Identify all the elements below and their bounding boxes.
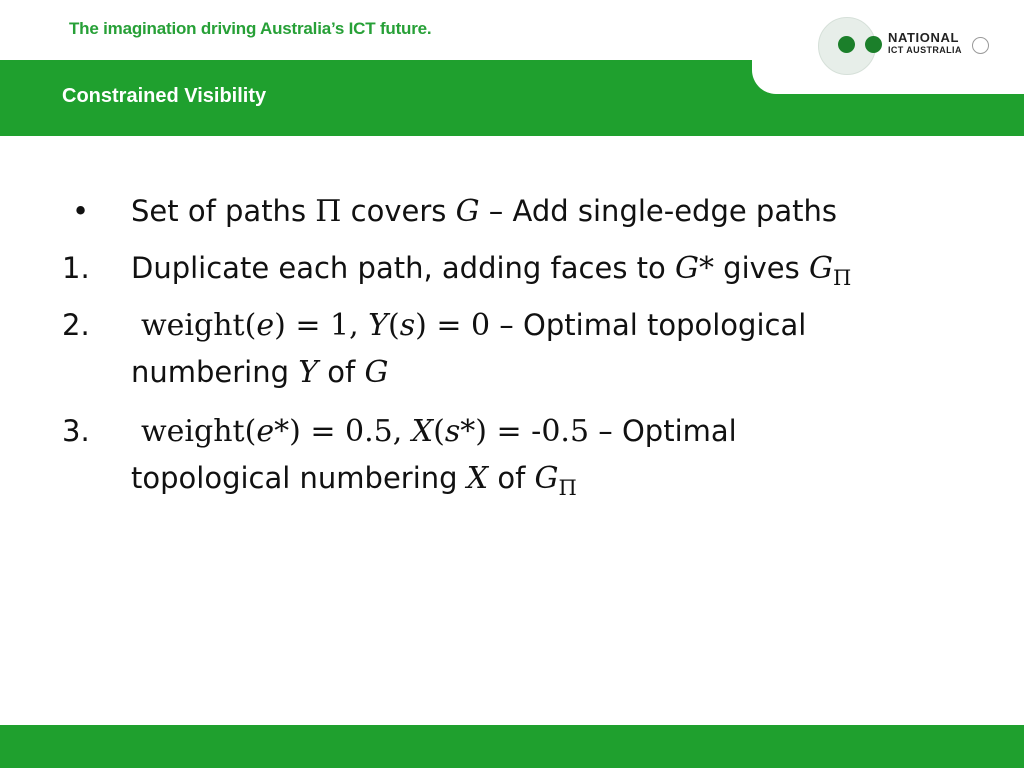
list-item-text <box>131 408 991 511</box>
math-text: , <box>349 308 369 343</box>
text-run: gives <box>713 251 809 285</box>
text-run: – Optimal topological <box>490 308 807 342</box>
text-run: topological numbering <box>131 461 467 495</box>
math-symbol: X <box>411 414 434 449</box>
math-text: , <box>392 414 412 449</box>
math-text: weight( <box>141 308 257 343</box>
list-item-text <box>131 245 991 301</box>
slide-title: Constrained Visibility <box>62 85 267 107</box>
math-text: ) = 0 <box>415 308 491 343</box>
text-run: of <box>488 461 535 495</box>
math-symbol: X <box>466 461 489 496</box>
logo-text <box>888 31 962 57</box>
list-number: 2. <box>62 308 90 342</box>
logo-dot-icon <box>838 36 855 53</box>
math-symbol: G <box>534 461 559 496</box>
list-item-text <box>131 302 991 396</box>
math-symbol: Y <box>368 308 388 343</box>
text-run: Duplicate each path, adding faces to <box>131 251 675 285</box>
math-text: ( <box>387 308 400 343</box>
list-number: 1. <box>62 251 90 285</box>
bullet-marker: • <box>72 194 90 228</box>
math-symbol: Π <box>315 194 342 229</box>
math-symbol: e* <box>256 414 290 449</box>
text-run: Set of paths <box>131 194 316 228</box>
text-run: covers <box>341 194 456 228</box>
math-symbol: G <box>808 251 833 286</box>
logo-dot-icon <box>865 36 882 53</box>
math-symbol: s <box>399 308 416 343</box>
text-run: – Optimal <box>589 414 737 448</box>
text-run: of <box>318 355 365 389</box>
math-symbol: e <box>256 308 275 343</box>
math-symbol: G <box>364 355 389 390</box>
math-symbol: G* <box>674 251 714 286</box>
math-text: ( <box>433 414 445 449</box>
math-text: weight( <box>141 414 257 449</box>
math-text: ) = -0.5 <box>475 414 590 449</box>
math-subscript: Π <box>832 266 852 290</box>
math-symbol: Y <box>298 355 319 390</box>
list-number: 3. <box>62 414 90 448</box>
math-subscript: Π <box>558 476 577 500</box>
footer-band <box>0 725 1024 768</box>
tagline: The imagination driving Australia’s ICT future. <box>69 19 432 38</box>
text-run: numbering <box>131 355 299 389</box>
list-item-text <box>131 188 991 235</box>
math-symbol: G <box>455 194 480 229</box>
math-text: ) = 0.5 <box>289 414 393 449</box>
logo-line-2: ICT AUSTRALIA <box>888 45 962 55</box>
math-symbol: s* <box>444 414 476 449</box>
logo-line-1: NATIONAL <box>888 30 959 45</box>
math-text: ) = 1 <box>274 308 350 343</box>
nicta-logo <box>818 17 998 75</box>
logo-ring-icon <box>972 37 989 54</box>
text-run: – Add single-edge paths <box>479 194 837 228</box>
